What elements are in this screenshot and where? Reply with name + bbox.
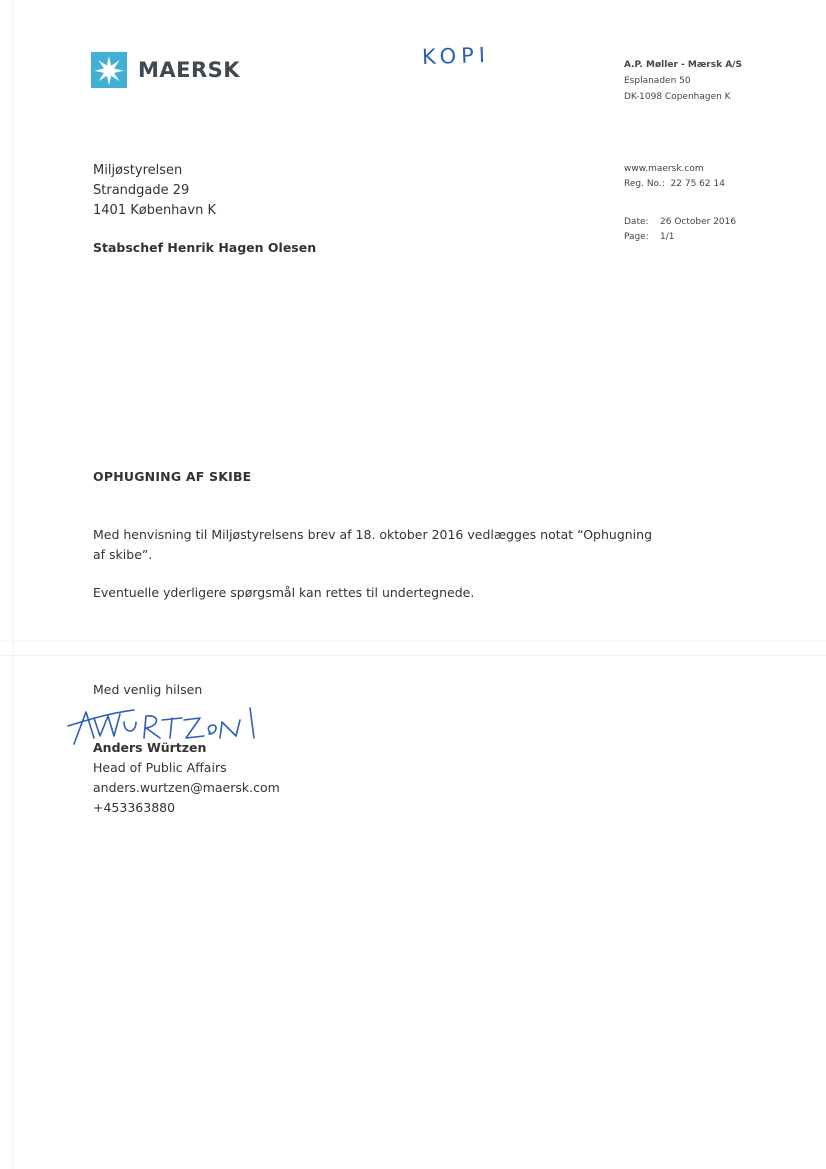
letter-meta xyxy=(624,162,736,245)
date-value: 26 October 2016 xyxy=(660,217,737,227)
date-row xyxy=(624,215,736,230)
company-street: Esplanaden 50 xyxy=(624,76,691,86)
letter-body xyxy=(93,525,653,603)
company-name: A.P. Møller - Mærsk A/S xyxy=(624,60,742,70)
recipient-address xyxy=(93,161,216,221)
scan-artifact-edge xyxy=(12,0,14,1169)
signer-phone: +453363880 xyxy=(93,800,176,815)
company-logo xyxy=(91,52,240,88)
reg-value: 22 75 62 14 xyxy=(670,179,725,189)
page-value: 1/1 xyxy=(660,232,675,242)
company-city: DK-1098 Copenhagen K xyxy=(624,92,731,102)
reg-label: Reg. No.: xyxy=(624,179,665,189)
company-address xyxy=(624,57,742,105)
signer-name: Anders Würtzen xyxy=(93,740,207,755)
kopi-stamp: KOPI xyxy=(421,42,491,70)
page-row xyxy=(624,230,736,245)
body-paragraph: Eventuelle yderligere spørgsmål kan rettes til undertegnede. xyxy=(93,585,475,600)
maersk-star-icon xyxy=(91,52,127,88)
signer-title: Head of Public Affairs xyxy=(93,760,227,775)
signer-email: anders.wurtzen@maersk.com xyxy=(93,780,280,795)
website-text: www.maersk.com xyxy=(624,164,704,174)
scan-artifact-line xyxy=(0,640,826,641)
reg-number-row xyxy=(624,177,736,192)
date-label: Date: xyxy=(624,217,649,227)
scan-artifact-line xyxy=(0,655,826,656)
page-label: Page: xyxy=(624,232,649,242)
signature-block xyxy=(93,738,280,818)
recipient-line: Miljøstyrelsen xyxy=(93,163,183,178)
logo-wordmark: MAERSK xyxy=(138,58,241,82)
body-paragraph: Med henvisning til Miljøstyrelsens brev af 18. oktober 2016 vedlægges notat “Ophugning af skibe”. xyxy=(93,527,653,562)
closing-line: Med venlig hilsen xyxy=(93,682,203,697)
attention-line: Stabschef Henrik Hagen Olesen xyxy=(93,240,317,255)
letter-subject: OPHUGNING AF SKIBE xyxy=(93,469,252,484)
recipient-line: 1401 København K xyxy=(93,203,216,218)
recipient-line: Strandgade 29 xyxy=(93,183,190,198)
